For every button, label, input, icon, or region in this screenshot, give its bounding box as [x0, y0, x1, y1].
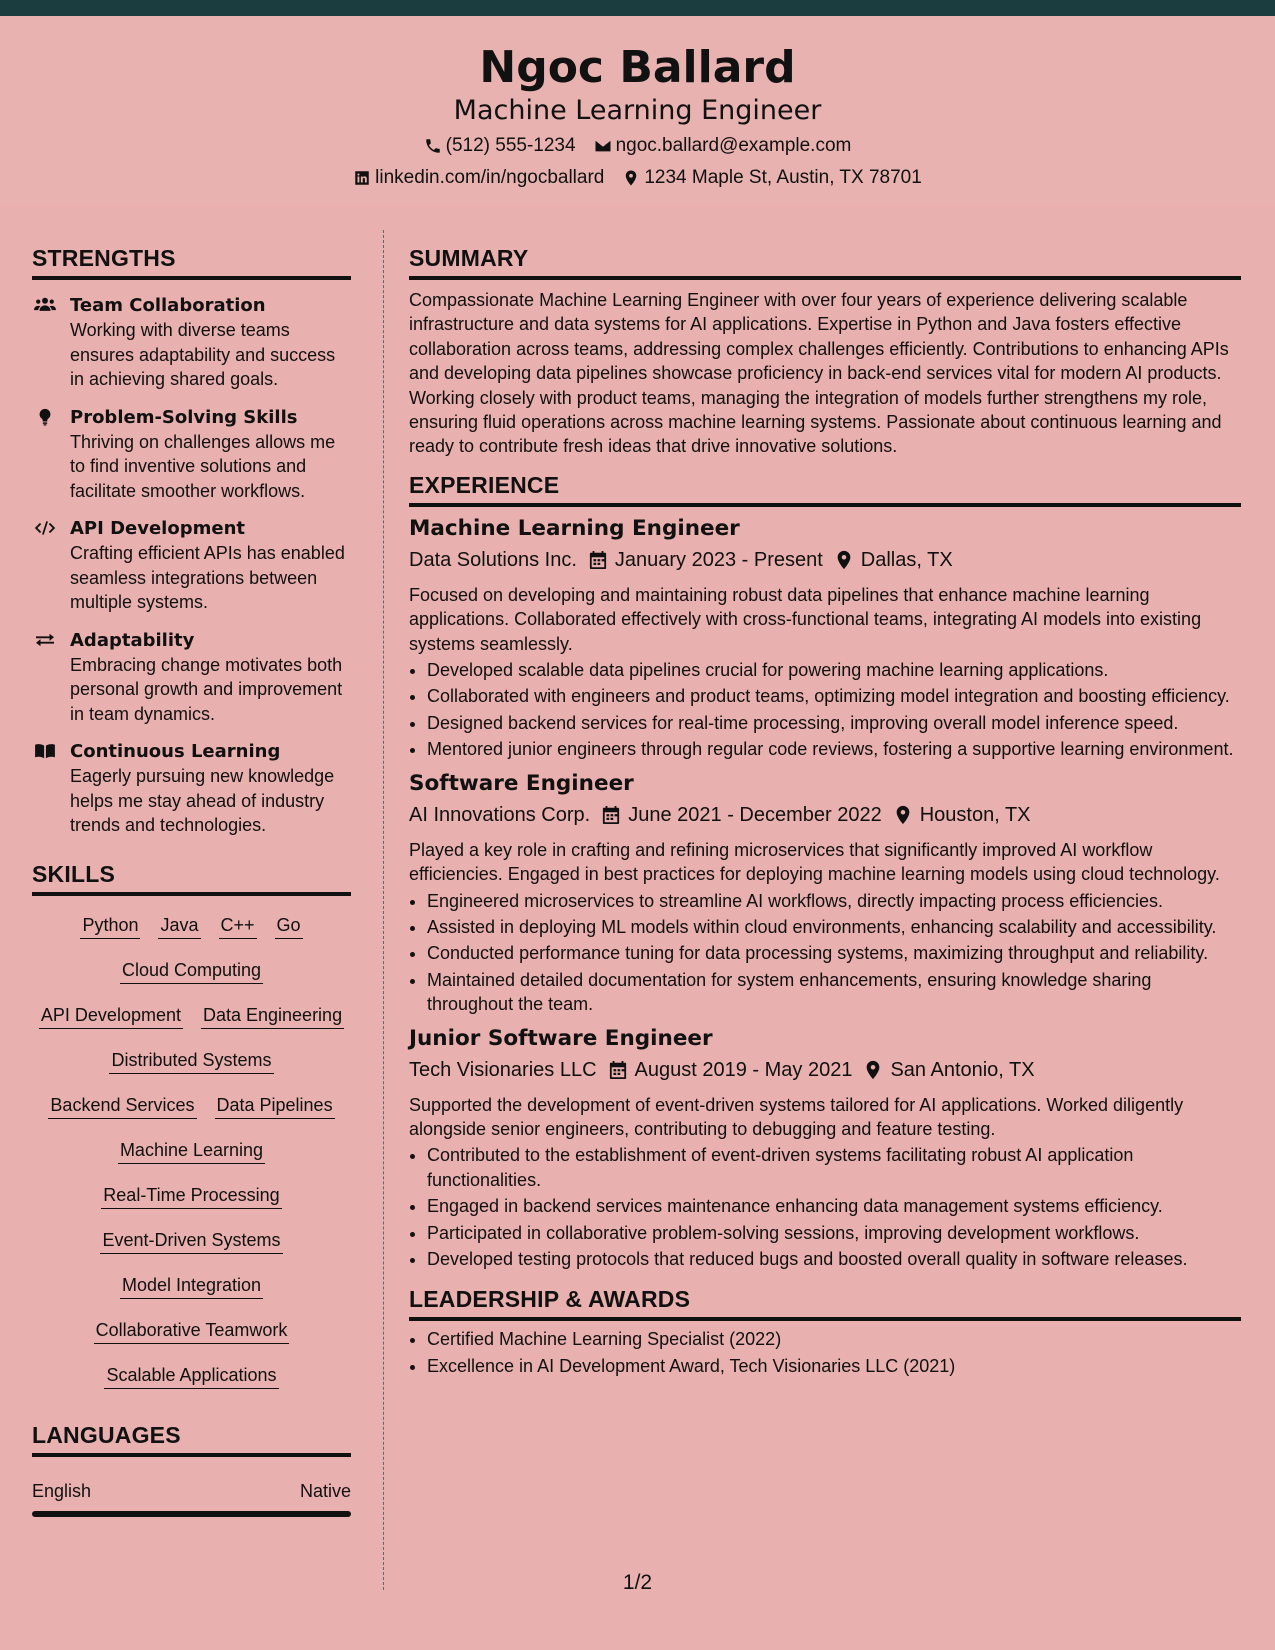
- job-bullet: • Maintained detailed documentation for system enhancements, ensuring knowledge sharing throughout the team.: [427, 968, 1241, 1017]
- job-entry: [409, 515, 1241, 762]
- skill-tag: Go: [275, 912, 303, 939]
- job-location: Dallas, TX: [860, 548, 953, 571]
- awards-list: [409, 1327, 1241, 1378]
- skill-tag: Model Integration: [120, 1272, 263, 1299]
- skills-heading: SKILLS: [32, 860, 351, 896]
- skill-tag: Backend Services: [48, 1092, 196, 1119]
- skill-row: [48, 1092, 334, 1137]
- skill-tag: Java: [158, 912, 200, 939]
- strength-title: API Development: [70, 518, 245, 539]
- strength-desc: Embracing change motivates both personal growth and improvement in team dynamics.: [70, 654, 343, 724]
- award-item: • Certified Machine Learning Specialist (2022): [427, 1327, 1241, 1351]
- calendar-icon: [602, 805, 620, 825]
- job-bullet: • Contributed to the establishment of event-driven systems facilitating robust AI application functionalities.: [427, 1143, 1241, 1192]
- strength-desc: Crafting efficient APIs has enabled seamless integrations between multiple systems.: [70, 543, 345, 612]
- job-description: Played a key role in crafting and refining microservices that significantly improved AI workflow efficiencies. Engaged in best practices for deploying machine learning models using cloud technology.: [409, 839, 1220, 885]
- contact-row-2: [0, 165, 1275, 191]
- skills-list: [32, 912, 351, 1407]
- resume-header: [0, 16, 1275, 204]
- strength-desc: Eagerly pursuing new knowledge helps me stay ahead of industry trends and technologies.: [70, 766, 335, 835]
- skill-tag: Data Engineering: [201, 1002, 344, 1029]
- linkedin-text: linkedin.com/in/ngocballard: [375, 167, 605, 188]
- skill-tag: API Development: [39, 1002, 183, 1029]
- strength-item: [32, 406, 351, 504]
- strength-title: Problem-Solving Skills: [70, 406, 298, 428]
- job-bullets: [409, 1143, 1241, 1271]
- skill-tag: Scalable Applications: [104, 1362, 278, 1389]
- strength-desc: Working with diverse teams ensures adaptability and success in achieving shared goals.: [70, 320, 336, 389]
- envelope-icon: [594, 137, 612, 155]
- strength-title: Team Collaboration: [70, 295, 266, 316]
- awards-heading: LEADERSHIP & AWARDS: [409, 1285, 1241, 1321]
- job-description: Supported the development of event-driven systems tailored for AI applications. Worked diligently alongside senior engineers, contributing to debugging and feature testing.: [409, 1094, 1184, 1139]
- skill-tag: C++: [219, 912, 257, 939]
- map-pin-icon: [622, 169, 640, 187]
- job-title: Software Engineer: [409, 770, 634, 796]
- code-icon: [34, 519, 56, 537]
- skill-tag: Machine Learning: [118, 1137, 265, 1164]
- skill-tag: Data Pipelines: [215, 1092, 335, 1119]
- email-text: ngoc.ballard@example.com: [615, 135, 852, 156]
- users-icon: [34, 296, 56, 314]
- summary-text: Compassionate Machine Learning Engineer with over four years of experience delivering scalable infrastructure and data systems for AI applications. Expertise in Python and Java fosters effective collaboration across teams, addressing complex challenges efficiently. Contributions to enhancing APIs and developing data pipelines showcase proficiency in back-end services vital for modern AI products. Working closely with product teams, managing the integration of models further strengthens my role, ensuring fluid operations across machine learning systems. Passionate about continuous learning and ready to contribute fresh ideas that drive innovative solutions.: [409, 290, 1229, 457]
- skill-row: [120, 957, 263, 1002]
- job-location: Houston, TX: [919, 803, 1031, 826]
- job-company: Data Solutions Inc.: [409, 548, 577, 571]
- skill-row: [118, 1137, 265, 1182]
- job-meta: [409, 800, 1241, 830]
- skill-tag: Python: [80, 912, 140, 939]
- linkedin-contact[interactable]: [353, 165, 604, 191]
- language-item: [32, 1479, 351, 1503]
- contact-row-1: [0, 133, 1275, 159]
- phone-text: (512) 555-1234: [445, 135, 576, 156]
- strength-desc: Thriving on challenges allows me to find inventive solutions and facilitate smoother workflows.: [70, 431, 336, 501]
- job-bullet: • Mentored junior engineers through regular code reviews, fostering a supportive learning environment.: [427, 737, 1241, 761]
- job-bullet: • Designed backend services for real-time processing, improving overall model inference speed.: [427, 711, 1241, 735]
- exchange-icon: [34, 631, 56, 649]
- skill-row: [94, 1317, 290, 1362]
- job-location: San Antonio, TX: [890, 1058, 1035, 1081]
- strength-title: Continuous Learning: [70, 741, 281, 762]
- job-company: Tech Visionaries LLC: [409, 1058, 597, 1081]
- calendar-icon: [609, 1060, 627, 1080]
- job-company: AI Innovations Corp.: [409, 803, 591, 826]
- skill-tag: Real-Time Processing: [101, 1182, 281, 1209]
- experience-list: [409, 515, 1241, 1272]
- phone-icon: [424, 137, 442, 155]
- strength-item: [32, 740, 351, 838]
- candidate-title: Machine Learning Engineer: [453, 95, 822, 126]
- right-column: [409, 244, 1241, 1380]
- skill-tag: Event-Driven Systems: [100, 1227, 282, 1254]
- job-bullets: [409, 889, 1241, 1017]
- skill-tag: Collaborative Teamwork: [94, 1317, 290, 1344]
- calendar-icon: [589, 550, 607, 570]
- language-level-bar: [32, 1511, 351, 1517]
- candidate-name: Ngoc Ballard: [479, 42, 796, 93]
- address-text: 1234 Maple St, Austin, TX 78701: [644, 167, 922, 188]
- strength-title: Adaptability: [70, 629, 195, 651]
- strength-item: [32, 294, 351, 392]
- languages-heading: LANGUAGES: [32, 1421, 351, 1457]
- address-contact: [622, 165, 921, 191]
- page-number: 1/2: [622, 1571, 653, 1594]
- job-bullet: • Engineered microservices to streamline AI workflows, directly impacting process efficiencies.: [427, 889, 1241, 913]
- award-item: • Excellence in AI Development Award, Tech Visionaries LLC (2021): [427, 1354, 1241, 1378]
- linkedin-icon: [353, 169, 371, 187]
- job-bullet: • Developed testing protocols that reduced bugs and boosted overall quality in software releases.: [427, 1247, 1241, 1271]
- skill-row: [101, 1182, 281, 1227]
- summary-heading: SUMMARY: [409, 244, 1241, 280]
- job-dates: January 2023 - Present: [614, 548, 823, 571]
- skill-row: [120, 1272, 263, 1317]
- top-accent-bar: [0, 0, 1275, 16]
- job-description: Focused on developing and maintaining robust data pipelines that enhance machine learning applications. Collaborated effectively with cross-functional teams, integrating AI models into existing systems seamlessly.: [409, 584, 1202, 654]
- left-column: [32, 244, 351, 1517]
- job-dates: August 2019 - May 2021: [634, 1058, 853, 1081]
- job-dates: June 2021 - December 2022: [628, 803, 882, 826]
- job-bullet: • Assisted in deploying ML models within cloud environments, enhancing scalability and accessibility.: [427, 915, 1241, 939]
- skill-row: [100, 1227, 282, 1272]
- job-entry: [409, 770, 1241, 1017]
- job-entry: [409, 1025, 1241, 1272]
- strengths-heading: STRENGTHS: [32, 244, 351, 280]
- map-pin-icon: [894, 805, 912, 825]
- job-bullet: • Developed scalable data pipelines crucial for powering machine learning applications.: [427, 658, 1241, 682]
- language-level: Native: [299, 1480, 351, 1501]
- job-bullets: [409, 658, 1241, 762]
- skill-row: [80, 912, 302, 957]
- skill-row: [39, 1002, 344, 1047]
- skill-tag: Cloud Computing: [120, 957, 263, 984]
- column-divider: [383, 230, 384, 1590]
- job-meta: [409, 1055, 1241, 1085]
- strength-item: [32, 629, 351, 727]
- email-contact[interactable]: [594, 133, 852, 159]
- experience-heading: EXPERIENCE: [409, 471, 1241, 507]
- job-bullet: • Participated in collaborative problem-solving sessions, improving development workflows.: [427, 1221, 1241, 1245]
- job-meta: [409, 545, 1241, 575]
- job-bullet: • Engaged in backend services maintenance enhancing data management systems efficiency.: [427, 1194, 1241, 1218]
- phone-contact: [424, 133, 576, 159]
- job-bullet: • Collaborated with engineers and product teams, optimizing model integration and boosting efficiency.: [427, 684, 1241, 708]
- language-name: English: [32, 1480, 92, 1501]
- lightbulb-icon: [34, 408, 56, 426]
- skill-row: [109, 1047, 273, 1092]
- job-title: Machine Learning Engineer: [409, 515, 740, 541]
- job-title: Junior Software Engineer: [409, 1025, 713, 1051]
- job-bullet: • Conducted performance tuning for data processing systems, maximizing throughput and reliability.: [427, 941, 1241, 965]
- skill-tag: Distributed Systems: [109, 1047, 273, 1074]
- strength-item: [32, 517, 351, 615]
- book-icon: [34, 742, 56, 760]
- map-pin-icon: [835, 550, 853, 570]
- skill-row: [104, 1362, 278, 1407]
- map-pin-icon: [864, 1060, 882, 1080]
